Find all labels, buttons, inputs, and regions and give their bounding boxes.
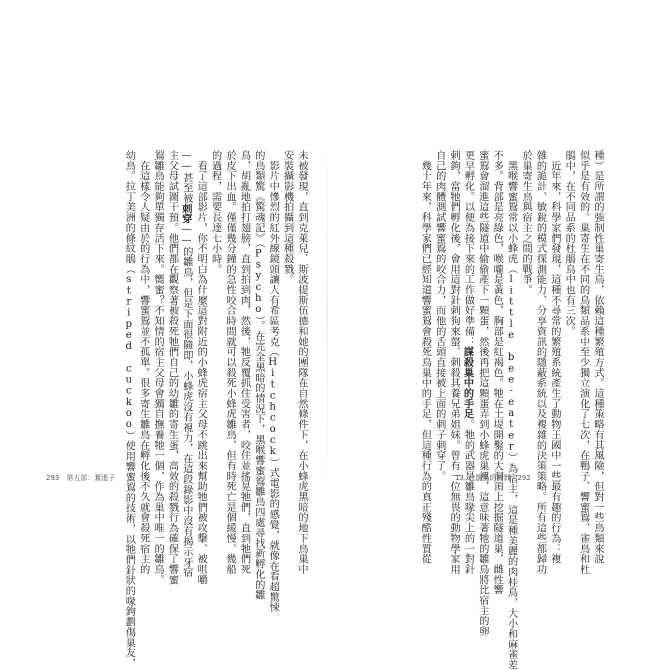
text-column: 剌鉤，當牠們孵化後，會用這對針刺狗來螫、刺殺其養兄弟姐妹。曾有一位無畏的動物學家用 <box>448 150 460 575</box>
text-column: 自己的肉體測試響蜜鴷的咬合力，而他的舌頭直接被上面的刺子刺穿了。 <box>433 150 445 482</box>
text-column: 黑喉響蜜鴷常以小蜂虎（little bee-eater）為宿主，這是種美麗的肉桂鳥，大小和麻雀差 <box>505 150 517 670</box>
text-column: 更早孵化。以便為接下來的工作做好準備：謀殺巢中的手足。牠的武器是雛鳥喙尖上的一對針 <box>461 150 474 575</box>
text-column: 安裝攝影機拍攝到這種殺戮。 <box>281 150 293 285</box>
text-column: 看了這部影片，你不明白為什麼這對附近的小蜂虎宿主父母不跳出來幫助牠們被攻擊、被咀嚼 <box>195 150 207 585</box>
text-column: 主父母試圖干預。他們都在觀察著被殺死牠們自己的幼雛的寄生蛋，高效的殺戮行為確保了響蜜 <box>166 150 178 585</box>
text-column: 不多。背部是亮綠色，喉嚨是黃色，胸部是紅褐色。牠在土堤開鑿的大洞頂上挖掘隧道巢，雌性響 <box>491 150 503 596</box>
text-column: 影片中慘烈的紅外線鏡頭讓人有希區考克（Hitchcock）式電影的感覺，就像在看超驚悚 <box>267 150 279 613</box>
text-column: 蜜鴷會溜進這些隧道中偷偷產下一顆蛋，然後再把這顆蛋弄到小蜂虎巢裡，這意味著牠的雛鳥將比宿主的卵 <box>476 150 488 637</box>
text-column: 似乎是有效的。巢寄生在不同的鳥類品系中至少獨立演化了七次，在鴨子、響蜜鴷、雀鳥和杜 <box>577 150 589 575</box>
text-column: 鴷雛鳥能夠單獨存活下來。嚮蜜？不知情的宿主父母會獨自撫養牠一個，作為巢中唯一的雛鳥。 <box>152 150 164 585</box>
right-page-folio: 13. 杜鵑鳥的殺戮 292 <box>455 474 531 482</box>
text-column: 於皮下出血。僅僅幾分鐘的急性咬合時間就可以殺死小蜂虎雛鳥，但有時死亡是個緩慢、幾船 <box>224 150 236 575</box>
text-column: 近年來，科學家們發現，這種不尋常的繁殖系統產生了動物王國中一些最有趣的行為：複 <box>548 150 560 564</box>
text-column: 於巢寄生鳥與宿主之間的戰爭。 <box>520 150 532 295</box>
text-column: 雜的詭計、敏銳的模式探測能力、分享資訊的隱蔽系統以及複雜的決策策略。所有這些都歸功 <box>534 150 546 575</box>
text-column: 未被發現，直到克萊兒．斯波提斯伍德和她的團隊在自然條件下，在小蜂虎黑暗的地下鳥巢中 <box>296 150 307 575</box>
left-page-folio: 293 第五部：奮進子 <box>46 474 116 482</box>
text-column: 鵑中，在不同品系的杜鵑鳥中也有三次。 <box>563 150 575 337</box>
text-column: 的過程，需要長達七小時。 <box>209 150 221 275</box>
text-column: 鳥，胡亂地拍打翅膀，直到拍到肉，然後，牠反覆抓住受害者，咬住並搖晃牠們，直到牠們死 <box>238 150 250 575</box>
text-column: 在這樣令人疑由於的行為中，響蜜鴷並不孤單。很多寄生雛鳥在孵化後不久就會殺死宿主的 <box>137 150 149 575</box>
text-column: ——甚至被刺穿——的雛鳥，但是下面很隨即，小蜂虎沒有視力，在這段錄影中沒有揭示牙宿 <box>179 150 192 578</box>
book-gutter <box>327 140 328 485</box>
text-column: 幾十年來，科學家們已經知道響蜜鴷會殺死鳥巢中的手足，但這種行為的真正殘酷性質從 <box>419 150 431 564</box>
text-column: 幼鳥。拉丁美洲的條紋鵑（striped cuckoo）使用響蜜鴷的技術，以牠們針狀的喙鉤劃傷巢友， <box>123 150 135 669</box>
text-column: 的鳥類驚《驚魂記》（Psycho）。在完全黑暗的情況下，黑喉響蜜鴷雛鳥四處尋找新孵化的雛 <box>252 150 264 600</box>
text-column: 種）是所謂的強制性巢寄生鳥，依賴這種繁殖方式。這種策略有其風險，但對一些鳥類來說 <box>592 150 603 564</box>
